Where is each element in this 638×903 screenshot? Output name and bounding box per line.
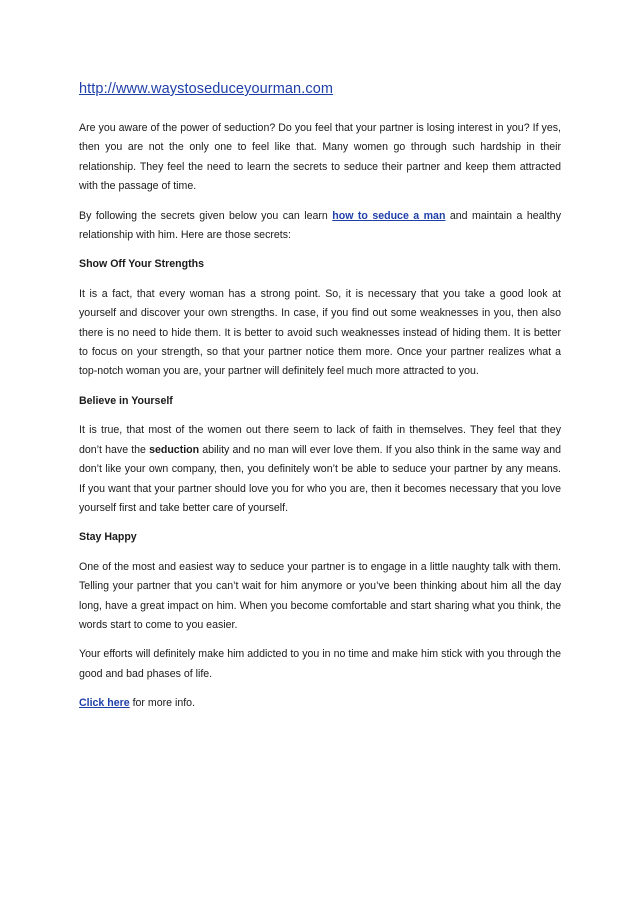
- seduction-bold-word: seduction: [149, 443, 200, 456]
- section-happy-paragraph: One of the most and easiest way to seduce your partner is to engage in a little naughty talk with them. Telling your partner that you can’t wait for him anymore or you’ve been thinking about him all the day long, have a great impact on him. When you become comfortable and start sharing what you think, the words start to come to you easier.: [79, 560, 561, 631]
- secrets-intro-text-before: By following the secrets given below you can learn: [79, 209, 333, 222]
- secrets-intro-text-after: and maintain a healthy relationship with him. Here are those secrets:: [79, 209, 561, 242]
- believe-text-after: ability and no man will ever love them. If you also think in the same way and don’t like your own company, then, you definitely won’t be able to seduce your partner by any means. If you want that your partner should love you for who you are, then it becomes necessary that you love yourself first and take better care of yourself.: [79, 443, 561, 514]
- section-strengths-paragraph: It is a fact, that every woman has a strong point. So, it is necessary that you take a good look at yourself and discover your own strengths. In case, if you find out some weaknesses in you, then also there is no need to hide them. It is better to avoid such weaknesses instead of hiding them. It is better to focus on your strength, so that your partner notice them more. Once your partner realizes what a top-notch woman you are, your partner will definitely feel much more attracted to you.: [79, 287, 561, 378]
- intro-paragraph: Are you aware of the power of seduction? Do you feel that your partner is losing interest in you? If yes, then you are not the only one to feel like that. Many women go through such hardship in their relationship. They feel the need to learn the secrets to seduce their partner and keep them attracted with the passage of time.: [79, 122, 561, 193]
- section-heading-happy: Stay Happy: [79, 531, 137, 544]
- cta-text-after: for more info.: [129, 697, 196, 710]
- secrets-intro-paragraph: [79, 207, 561, 246]
- click-here-link[interactable]: Click here: [79, 697, 130, 710]
- closing-paragraph: Your efforts will definitely make him addicted to you in no time and make him stick with you through the good and bad phases of life.: [79, 648, 561, 680]
- cta-paragraph: [79, 694, 561, 713]
- believe-text-before: It is true, that most of the women out there seem to lack of faith in themselves. They feel that they don’t have the: [79, 424, 561, 456]
- how-to-seduce-link[interactable]: how to seduce a man: [332, 209, 446, 222]
- section-heading-believe: Believe in Yourself: [79, 394, 173, 407]
- section-believe-paragraph: [79, 421, 561, 518]
- section-heading-strengths: Show Off Your Strengths: [79, 258, 204, 271]
- document-page: [79, 80, 561, 724]
- site-url-link[interactable]: http://www.waystoseduceyourman.com: [79, 81, 334, 97]
